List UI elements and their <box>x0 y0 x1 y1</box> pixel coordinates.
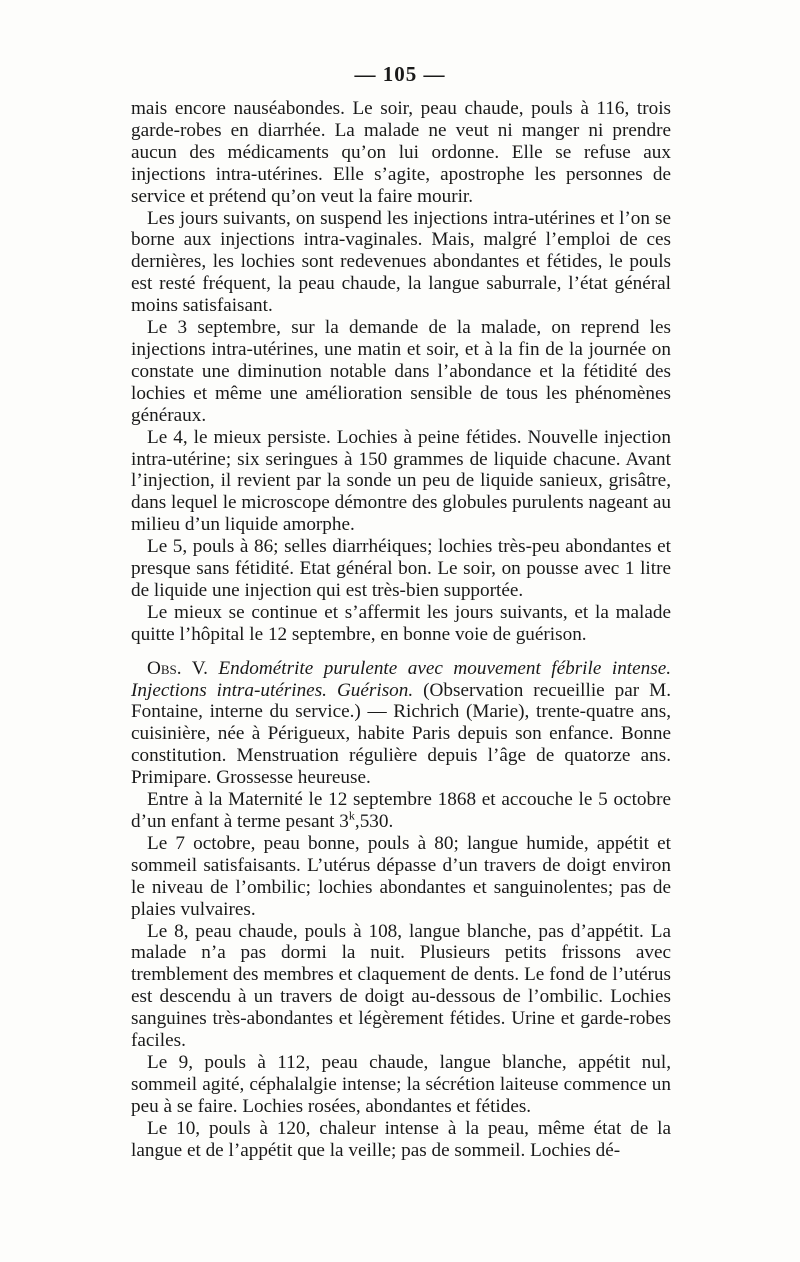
observation-label: Obs. V. <box>147 657 208 679</box>
weight-unit: k <box>348 808 355 823</box>
observation-body: (Observation recueillie par M. Fontaine, interne du service.) — Richrich (Marie), trente-quatre ans, cuisinière, née à Périgueux, habite Paris depuis son enfance. Bonne constitution. Menstruation régulière depuis l’âge de quatorze ans. Primipare. Grossesse heureuse. <box>131 679 672 789</box>
weight-rest: ,530. <box>354 811 394 832</box>
paragraph-oct-7: Le 7 octobre, peau bonne, pouls à 80; langue humide, appétit et sommeil satisfaisants. L’utérus dépasse d’un travers de doigt environ le niveau de l’ombilic; lochies abondantes et sanguinolentes; pas de plaies vulvaires. <box>131 832 671 920</box>
observation-heading <box>131 658 671 789</box>
paragraph-oct-8: Le 8, peau chaude, pouls à 108, langue blanche, pas d’appétit. La malade n’a pas dormi la nuit. Plusieurs petits frissons avec tremblement des membres et claquement de dents. Le fond de l’utérus est descendu à un travers de doigt au-dessous de l’ombilic. Lochies sanguines très-abondantes et légèrement fétides. Urine et garde-robes faciles. <box>131 920 671 1052</box>
body-text <box>131 98 671 1162</box>
paragraph-5: Le 5, pouls à 86; selles diarrhéiques; lochies très-peu abondantes et presque sans fétidité. Etat général bon. Le soir, on pousse avec 1 litre de liquide une injection qui est très-bien supportée. <box>131 536 671 601</box>
paragraph-6: Le mieux se continue et s’affermit les jours suivants, et la malade quitte l’hôpital le 12 septembre, en bonne voie de guérison. <box>131 601 671 645</box>
paragraph-oct-9: Le 9, pouls à 112, peau chaude, langue blanche, appétit nul, sommeil agité, céphalalgie intense; la sécrétion laiteuse commence un peu à se faire. Lochies rosées, abondantes et fétides. <box>131 1051 671 1117</box>
observation-title: Endométrite purulente avec mouvement fébrile intense. Injections intra-utérines. Guérison. <box>131 657 672 701</box>
paragraph-oct-10: Le 10, pouls à 120, chaleur intense à la peau, même état de la langue et de l’appétit que la veille; pas de sommeil. Lochies dé- <box>131 1117 671 1161</box>
paragraph-admission <box>131 789 671 833</box>
admission-text: Entre à la Maternité le 12 septembre 1868 et accouche le 5 octobre d’un enfant à terme pesant 3 <box>131 789 671 832</box>
paragraph-1: mais encore nauséabondes. Le soir, peau chaude, pouls à 116, trois garde-robes en diarrhée. La malade ne veut ni manger ni prendre aucun des médicaments qu’on lui ordonne. Elle se refuse aux injections intra-utérines. Elle s’agite, apostrophe les personnes de service et prétend qu’on veut la faire mourir. <box>131 98 671 207</box>
paragraph-4: Le 4, le mieux persiste. Lochies à peine fétides. Nouvelle injection intra-utérine; six seringues à 150 grammes de liquide chacune. Avant l’injection, il revient par la sonde un peu de liquide sanieux, grisâtre, dans lequel le microscope démontre des globules purulents nageant au milieu d’un liquide amorphe. <box>131 426 671 536</box>
page-number: — 105 — <box>354 62 446 86</box>
paragraph-2: Les jours suivants, on suspend les injections intra-utérines et l’on se borne aux injections intra-vaginales. Mais, malgré l’emploi de ces dernières, les lochies sont redevenues abondantes et fétides, le pouls est resté fréquent, la peau chaude, la langue saburrale, l’état général moins satisfaisant. <box>131 207 671 317</box>
paragraph-3: Le 3 septembre, sur la demande de la malade, on reprend les injections intra-utérines, une matin et soir, et à la fin de la journée on constate une diminution notable dans l’abondance et la fétidité des lochies et même une amélioration sensible de tous les phénomènes généraux. <box>131 317 671 426</box>
